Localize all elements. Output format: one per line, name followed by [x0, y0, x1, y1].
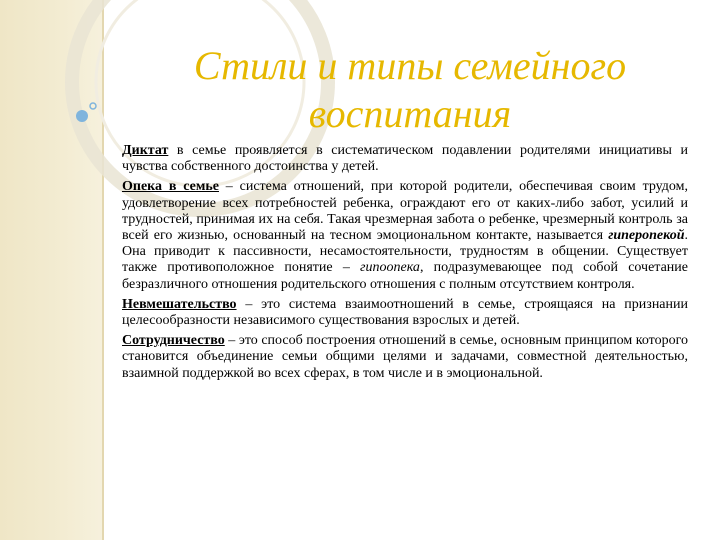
slide-body	[122, 143, 688, 386]
text-opeka-1: – система отношений, при которой родители, обеспечивая своим трудом, удовлетворение всех потребностей ребенка, ограждают его от каких-либо забот, усилий и трудностей, принимая их на себя. Такая чрезмерная забота о ребенке, чрезмерный контроль за всей его жизнью, основанный на тесном эмоциональном контакте, называется	[122, 179, 689, 244]
term-giperopeka: гиперопекой	[608, 228, 685, 244]
text-nevmeshatelstvo: – это система взаимоотношений в семье, строящаяся на признании целесообразности независимого существования взрослых и детей.	[122, 296, 688, 329]
panel-edge	[102, 0, 104, 540]
term-sotrudnichestvo: Сотрудничество	[122, 333, 225, 349]
slide-title	[150, 42, 670, 138]
decorative-side-panel	[0, 0, 104, 540]
paragraph-nevmeshatelstvo	[122, 297, 688, 329]
text-sotrudnichestvo: – это способ построения отношений в семье, основным принципом которого становится объединение семьи общими целями и задачами, совместной деятельностью, взаимной поддержкой во всех сферах, в том числе и в эмоциональной.	[122, 333, 688, 381]
text-opeka-2: . Она приводит к пассивности, несамостоятельности, трудностям в общении. Существует также противоположное понятие –	[122, 228, 688, 276]
term-diktat: Диктат	[122, 143, 169, 158]
title-line-1: Стили и типы семейного	[193, 43, 627, 88]
term-gipoopeka: гипоопека	[360, 260, 420, 276]
term-opeka: Опека в семье	[122, 179, 219, 195]
text-opeka-3: , подразумевающее под собой сочетание безразличного отношения родительского отношения с полным отсутствием контроля.	[122, 260, 688, 292]
text-diktat: в семье проявляется в систематическом подавлении родителями инициативы и чувства собственного достоинства у детей.	[122, 143, 688, 175]
paragraph-diktat	[122, 143, 688, 175]
title-line-2: воспитания	[308, 91, 512, 136]
paragraph-sotrudnichestvo	[122, 333, 688, 382]
term-nevmeshatelstvo: Невмешательство	[122, 296, 237, 312]
paragraph-opeka	[122, 179, 688, 292]
